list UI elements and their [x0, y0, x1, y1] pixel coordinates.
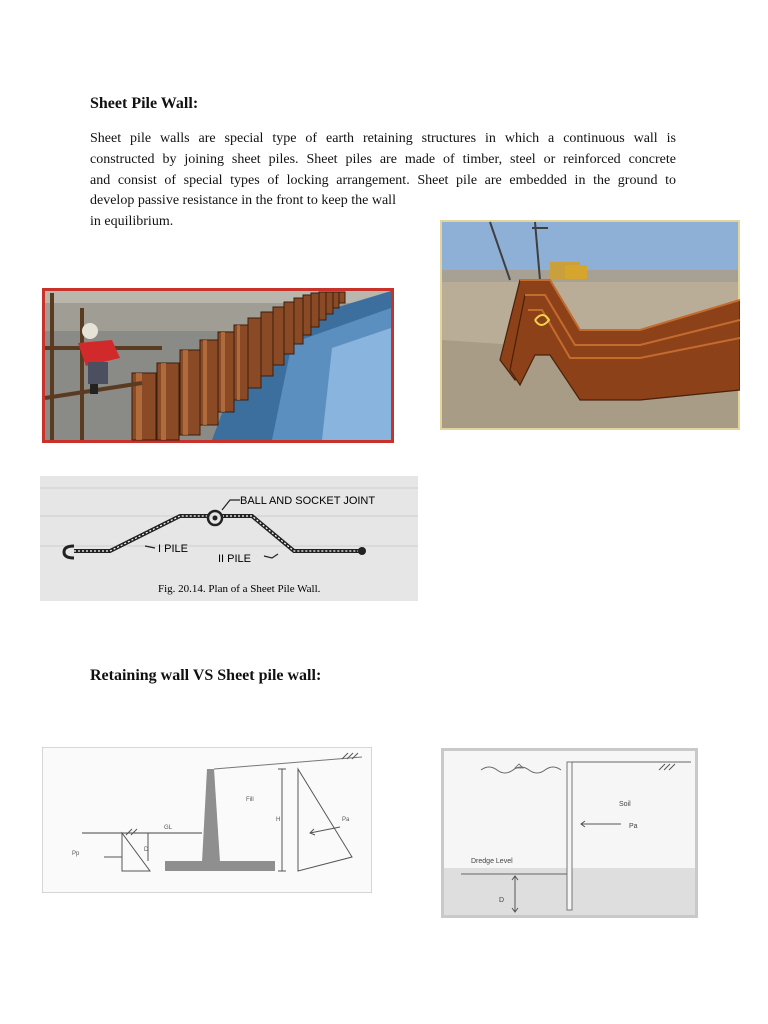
paragraph-line: develop passive resistance in the front to keep the wall	[90, 193, 396, 209]
label-pile-two: II PILE	[218, 553, 252, 565]
paragraph-line: Sheet pile walls are special type of earth retaining structures in which a continuous wall is	[90, 131, 676, 146]
label-d: D	[499, 897, 505, 904]
label-soil: Soil	[619, 801, 631, 808]
figure-retaining-wall	[42, 747, 372, 893]
paragraph-line: and consist of special types of locking arrangement. Sheet pile are embedded in the ground to	[90, 172, 676, 188]
figure-caption: Fig. 20.14. Plan of a Sheet Pile Wall.	[158, 583, 321, 595]
label-gl: GL	[164, 825, 173, 831]
label-pa: Pa	[629, 823, 638, 830]
label-pa: Pa	[342, 817, 350, 823]
label-h: H	[276, 817, 281, 823]
paragraph-line: in equilibrium.	[90, 214, 174, 230]
figure-sheet-pile-wall	[441, 748, 698, 918]
label-fill: Fill	[246, 797, 254, 803]
photo-sheet-pile-cofferdam	[42, 288, 394, 443]
section-title-sheet-pile-wall: Sheet Pile Wall:	[90, 95, 199, 112]
photo-steel-sheet-pile-stack	[440, 220, 740, 430]
label-d: D	[144, 847, 149, 853]
label-pile-one: I PILE	[158, 543, 188, 555]
paragraph-line: constructed by joining sheet piles. Sheet piles are made of timber, steel or reinforced concrete	[90, 151, 676, 167]
label-pp: Pp	[72, 851, 80, 857]
intro-paragraph	[90, 129, 676, 233]
label-dredge-level: Dredge Level	[471, 858, 513, 865]
label-ball-socket-joint: BALL AND SOCKET JOINT	[240, 495, 376, 507]
section-title-comparison: Retaining wall VS Sheet pile wall:	[90, 667, 322, 684]
figure-sheet-pile-plan	[40, 476, 418, 601]
